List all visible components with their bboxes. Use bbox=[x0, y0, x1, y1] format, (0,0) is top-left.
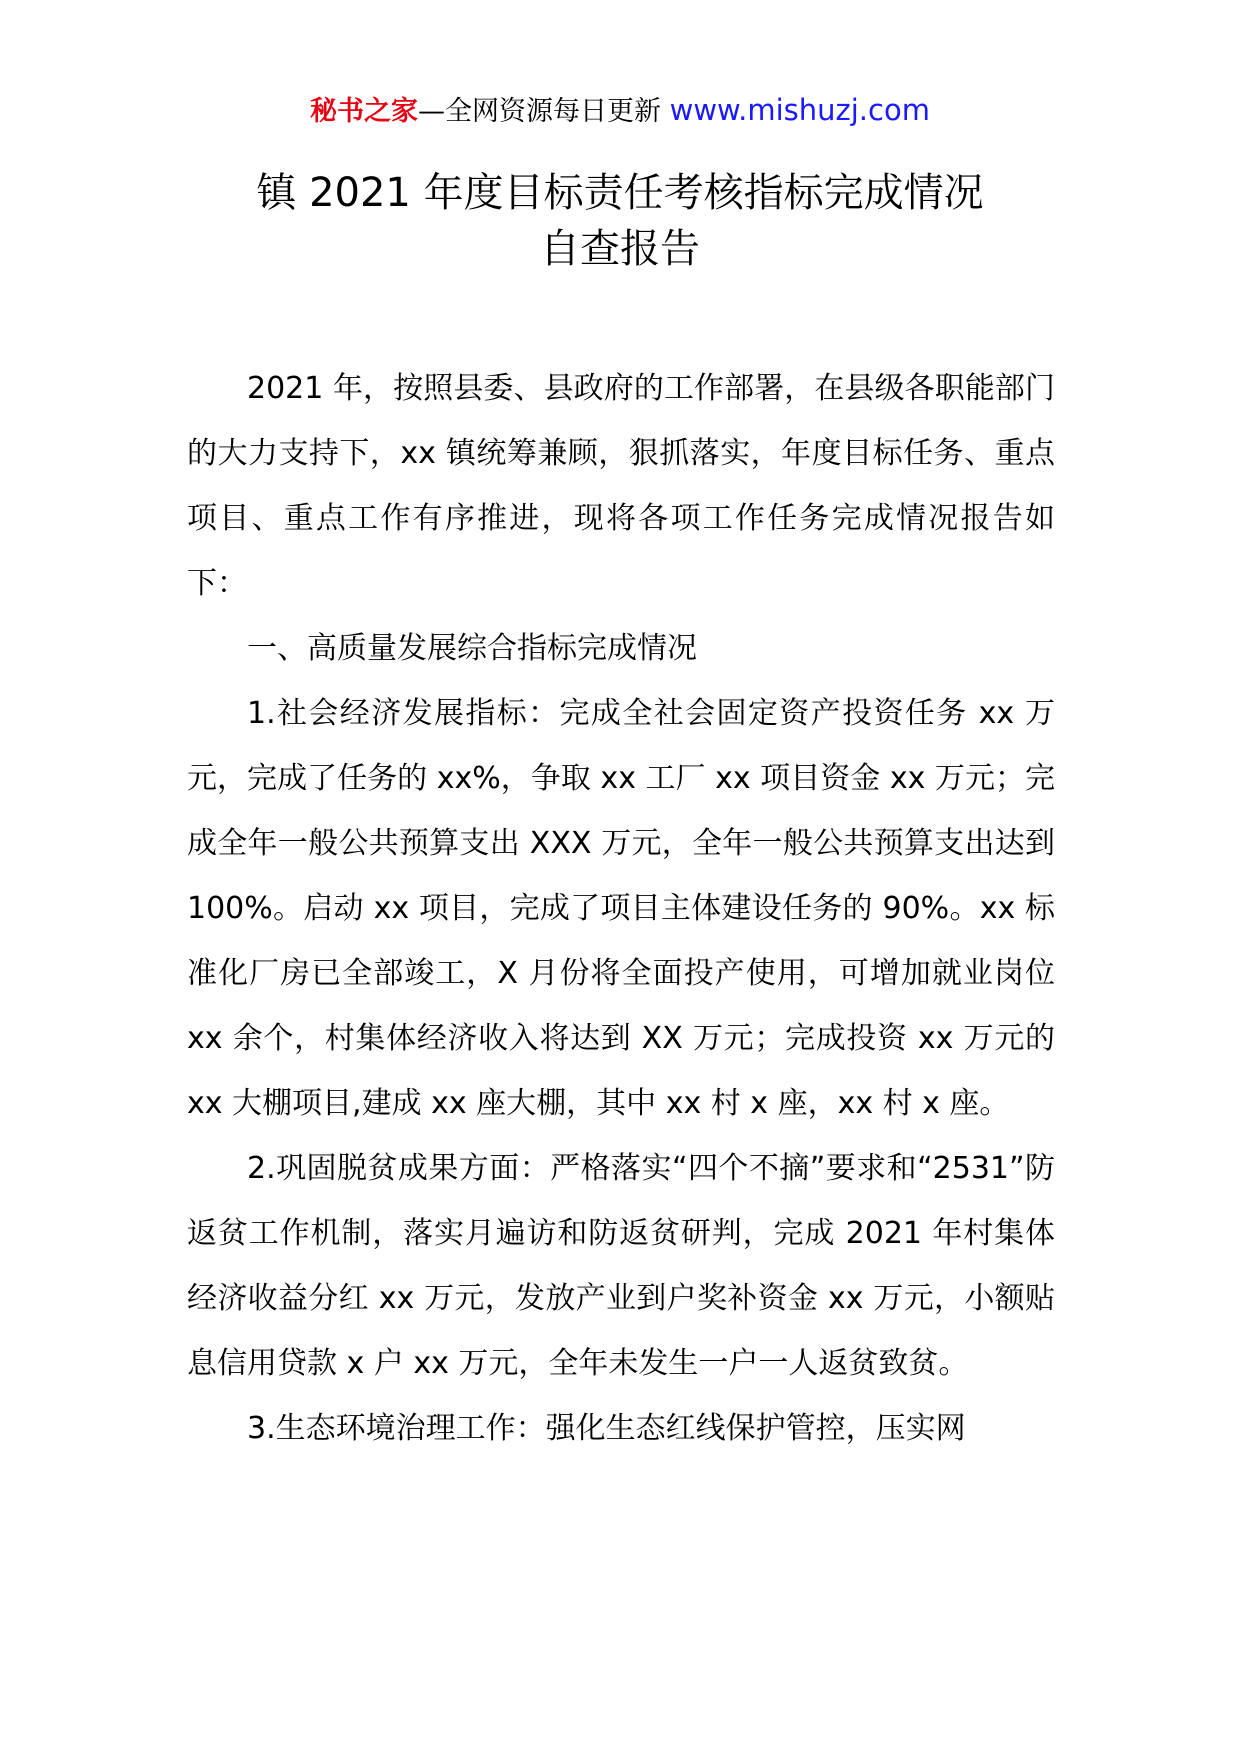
site-tagline: —全网资源每日更新 bbox=[418, 96, 670, 127]
site-brand: 秘书之家 bbox=[310, 96, 419, 127]
document-title bbox=[0, 165, 1240, 277]
section-heading: 一、高质量发展综合指标完成情况 bbox=[247, 631, 697, 666]
title-line-2: 自查报告 bbox=[540, 226, 700, 272]
paragraph-ecological-governance: 3.生态环境治理工作：强化生态红线保护管控，压实网 bbox=[247, 1411, 966, 1446]
site-url-link[interactable]: www.mishuzj.com bbox=[669, 93, 930, 127]
paragraph-economic-indicators: 1.社会经济发展指标：完成全社会固定资产投资任务 xx 万元，完成了任务的 xx%，争取 xx 工厂 xx 项目资金 xx 万元；完成全年一般公共预算支出 XXX 万元，全年一般公共预算支出达到 100%。启动 xx 项目，完成了项目主体建设任务的 90%。xx 标准化厂房已全部竣工，X 月份将全面投产使用，可增加就业岗位 xx 余个，村集体经济收入将达到 XX 万元；完成投资 xx 万元的 xx 大棚项目,建成 xx 座大棚，其中 xx 村 x 座，xx 村 x 座。 bbox=[187, 696, 1055, 1121]
document-body bbox=[187, 356, 1055, 1461]
title-line-1: 镇 2021 年度目标责任考核指标完成情况 bbox=[256, 170, 984, 216]
paragraph-poverty-alleviation: 2.巩固脱贫成果方面：严格落实“四个不摘”要求和“2531”防返贫工作机制，落实月遍访和防返贫研判，完成 2021 年村集体经济收益分红 xx 万元，发放产业到户奖补资金 xx 万元，小额贴息信用贷款 x 户 xx 万元，全年未发生一户一人返贫致贫。 bbox=[187, 1151, 1055, 1381]
intro-paragraph: 2021 年，按照县委、县政府的工作部署，在县级各职能部门的大力支持下，xx 镇统筹兼顾，狠抓落实，年度目标任务、重点项目、重点工作有序推进，现将各项工作任务完成情况报告如下： bbox=[187, 371, 1055, 601]
site-header bbox=[0, 90, 1240, 132]
